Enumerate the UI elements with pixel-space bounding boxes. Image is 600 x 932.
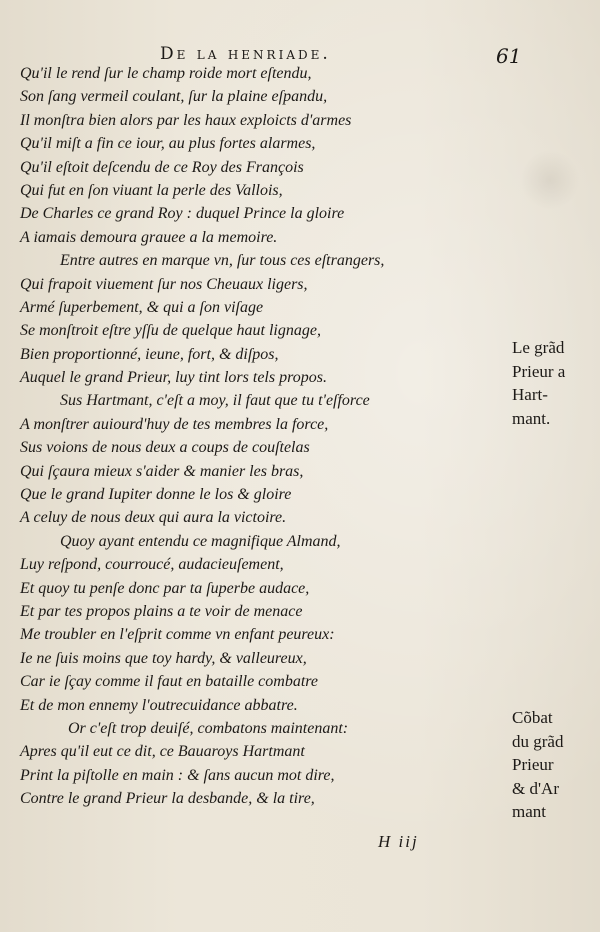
verse-line: Qu'il le rend ſur le champ roide mort eſtendu, bbox=[20, 65, 312, 82]
verse-line: Qu'il miſt a fin ce iour, au plus fortes alarmes, bbox=[20, 135, 316, 153]
verse-line: Il monſtra bien alors par les haux exploicts d'armes bbox=[20, 111, 352, 129]
margin-note-line: Le grãd bbox=[512, 338, 565, 357]
verse-line: A celuy de nous deux qui aura la victoire. bbox=[20, 509, 287, 527]
verse-line: Auquel le grand Prieur, luy tint lors tels propos. bbox=[20, 369, 327, 387]
verse-line: Bien proportionné, ieune, fort, & diſpos, bbox=[20, 345, 279, 363]
verse-line: Qu'il eſtoit deſcendu de ce Roy des François bbox=[20, 158, 304, 176]
verse-line: Et quoy tu penſe donc par ta ſuperbe audace, bbox=[20, 579, 310, 597]
verse-line: A monſtrer auiourd'huy de tes membres la force, bbox=[20, 415, 329, 433]
verse-line: Qui fut en ſon viuant la perle des Vallois, bbox=[20, 181, 283, 199]
margin-note-line: mant. bbox=[512, 408, 551, 428]
verse-line: Luy reſpond, courroucé, audacieuſement, bbox=[20, 556, 284, 574]
verse-line: Ie ne ſuis moins que toy hardy, & valleureux, bbox=[20, 649, 307, 667]
margin-note-line: Prieur a bbox=[512, 361, 566, 381]
verse-line: Son ſang vermeil coulant, ſur la plaine eſpandu, bbox=[20, 88, 328, 106]
verse-line: Sus Hartmant, c'eſt a moy, il faut que tu t'eſforce bbox=[60, 392, 370, 410]
running-head: De la henriade. bbox=[160, 44, 331, 64]
margin-note-line: Prieur bbox=[512, 755, 554, 774]
verse-line: Sus voions de nous deux a coups de couſtelas bbox=[20, 439, 310, 457]
margin-note-line: Hart- bbox=[512, 385, 548, 404]
margin-note-line: mant bbox=[512, 802, 546, 821]
verse-line: Apres qu'il eut ce dit, ce Bauaroys Hartmant bbox=[20, 743, 305, 761]
verse-line: A iamais demoura grauee a la memoire. bbox=[20, 228, 278, 246]
verse-line: Car ie ſçay comme il faut en bataille combatre bbox=[20, 673, 319, 691]
verse-line: Que le grand Iupiter donne le los & gloire bbox=[20, 486, 292, 504]
verse-line: Me troubler en l'eſprit comme vn enfant peureux: bbox=[20, 626, 335, 644]
verse-line: Se monſtroit eſtre yſſu de quelque haut lignage, bbox=[20, 322, 321, 340]
verse-block bbox=[20, 62, 490, 811]
signature-mark: H iij bbox=[378, 832, 419, 851]
margin-note-line: & d'Ar bbox=[512, 778, 559, 798]
margin-note-line: du grãd bbox=[512, 731, 564, 751]
verse-line: Qui ſçaura mieux s'aider & manier les bras, bbox=[20, 462, 304, 480]
verse-line: De Charles ce grand Roy : duquel Prince la gloire bbox=[20, 205, 345, 223]
verse-line: Entre autres en marque vn, ſur tous ces eſtrangers, bbox=[60, 252, 385, 270]
verse-line: Armé ſuperbement, & qui a ſon viſage bbox=[20, 298, 264, 316]
verse-line: Qui frapoit viuement ſur nos Cheuaux ligers, bbox=[20, 275, 308, 293]
verse-line: Or c'eſt trop deuiſé, combatons maintenant: bbox=[68, 719, 349, 737]
verse-line: Et par tes propos plains a te voir de menace bbox=[20, 602, 303, 620]
verse-line: Contre le grand Prieur la desbande, & la tire, bbox=[20, 790, 315, 808]
page-number: 61 bbox=[496, 44, 522, 68]
margin-note bbox=[512, 336, 565, 430]
margin-note-line: Cõbat bbox=[512, 708, 553, 727]
verse-line: Quoy ayant entendu ce magnifique Almand, bbox=[60, 532, 341, 550]
verse-line: Et de mon ennemy l'outrecuidance abbatre. bbox=[20, 696, 298, 714]
show-through-stain bbox=[520, 150, 580, 210]
margin-note bbox=[512, 706, 563, 824]
verse-line: Print la piſtolle en main : & ſans aucun mot dire, bbox=[20, 766, 335, 784]
